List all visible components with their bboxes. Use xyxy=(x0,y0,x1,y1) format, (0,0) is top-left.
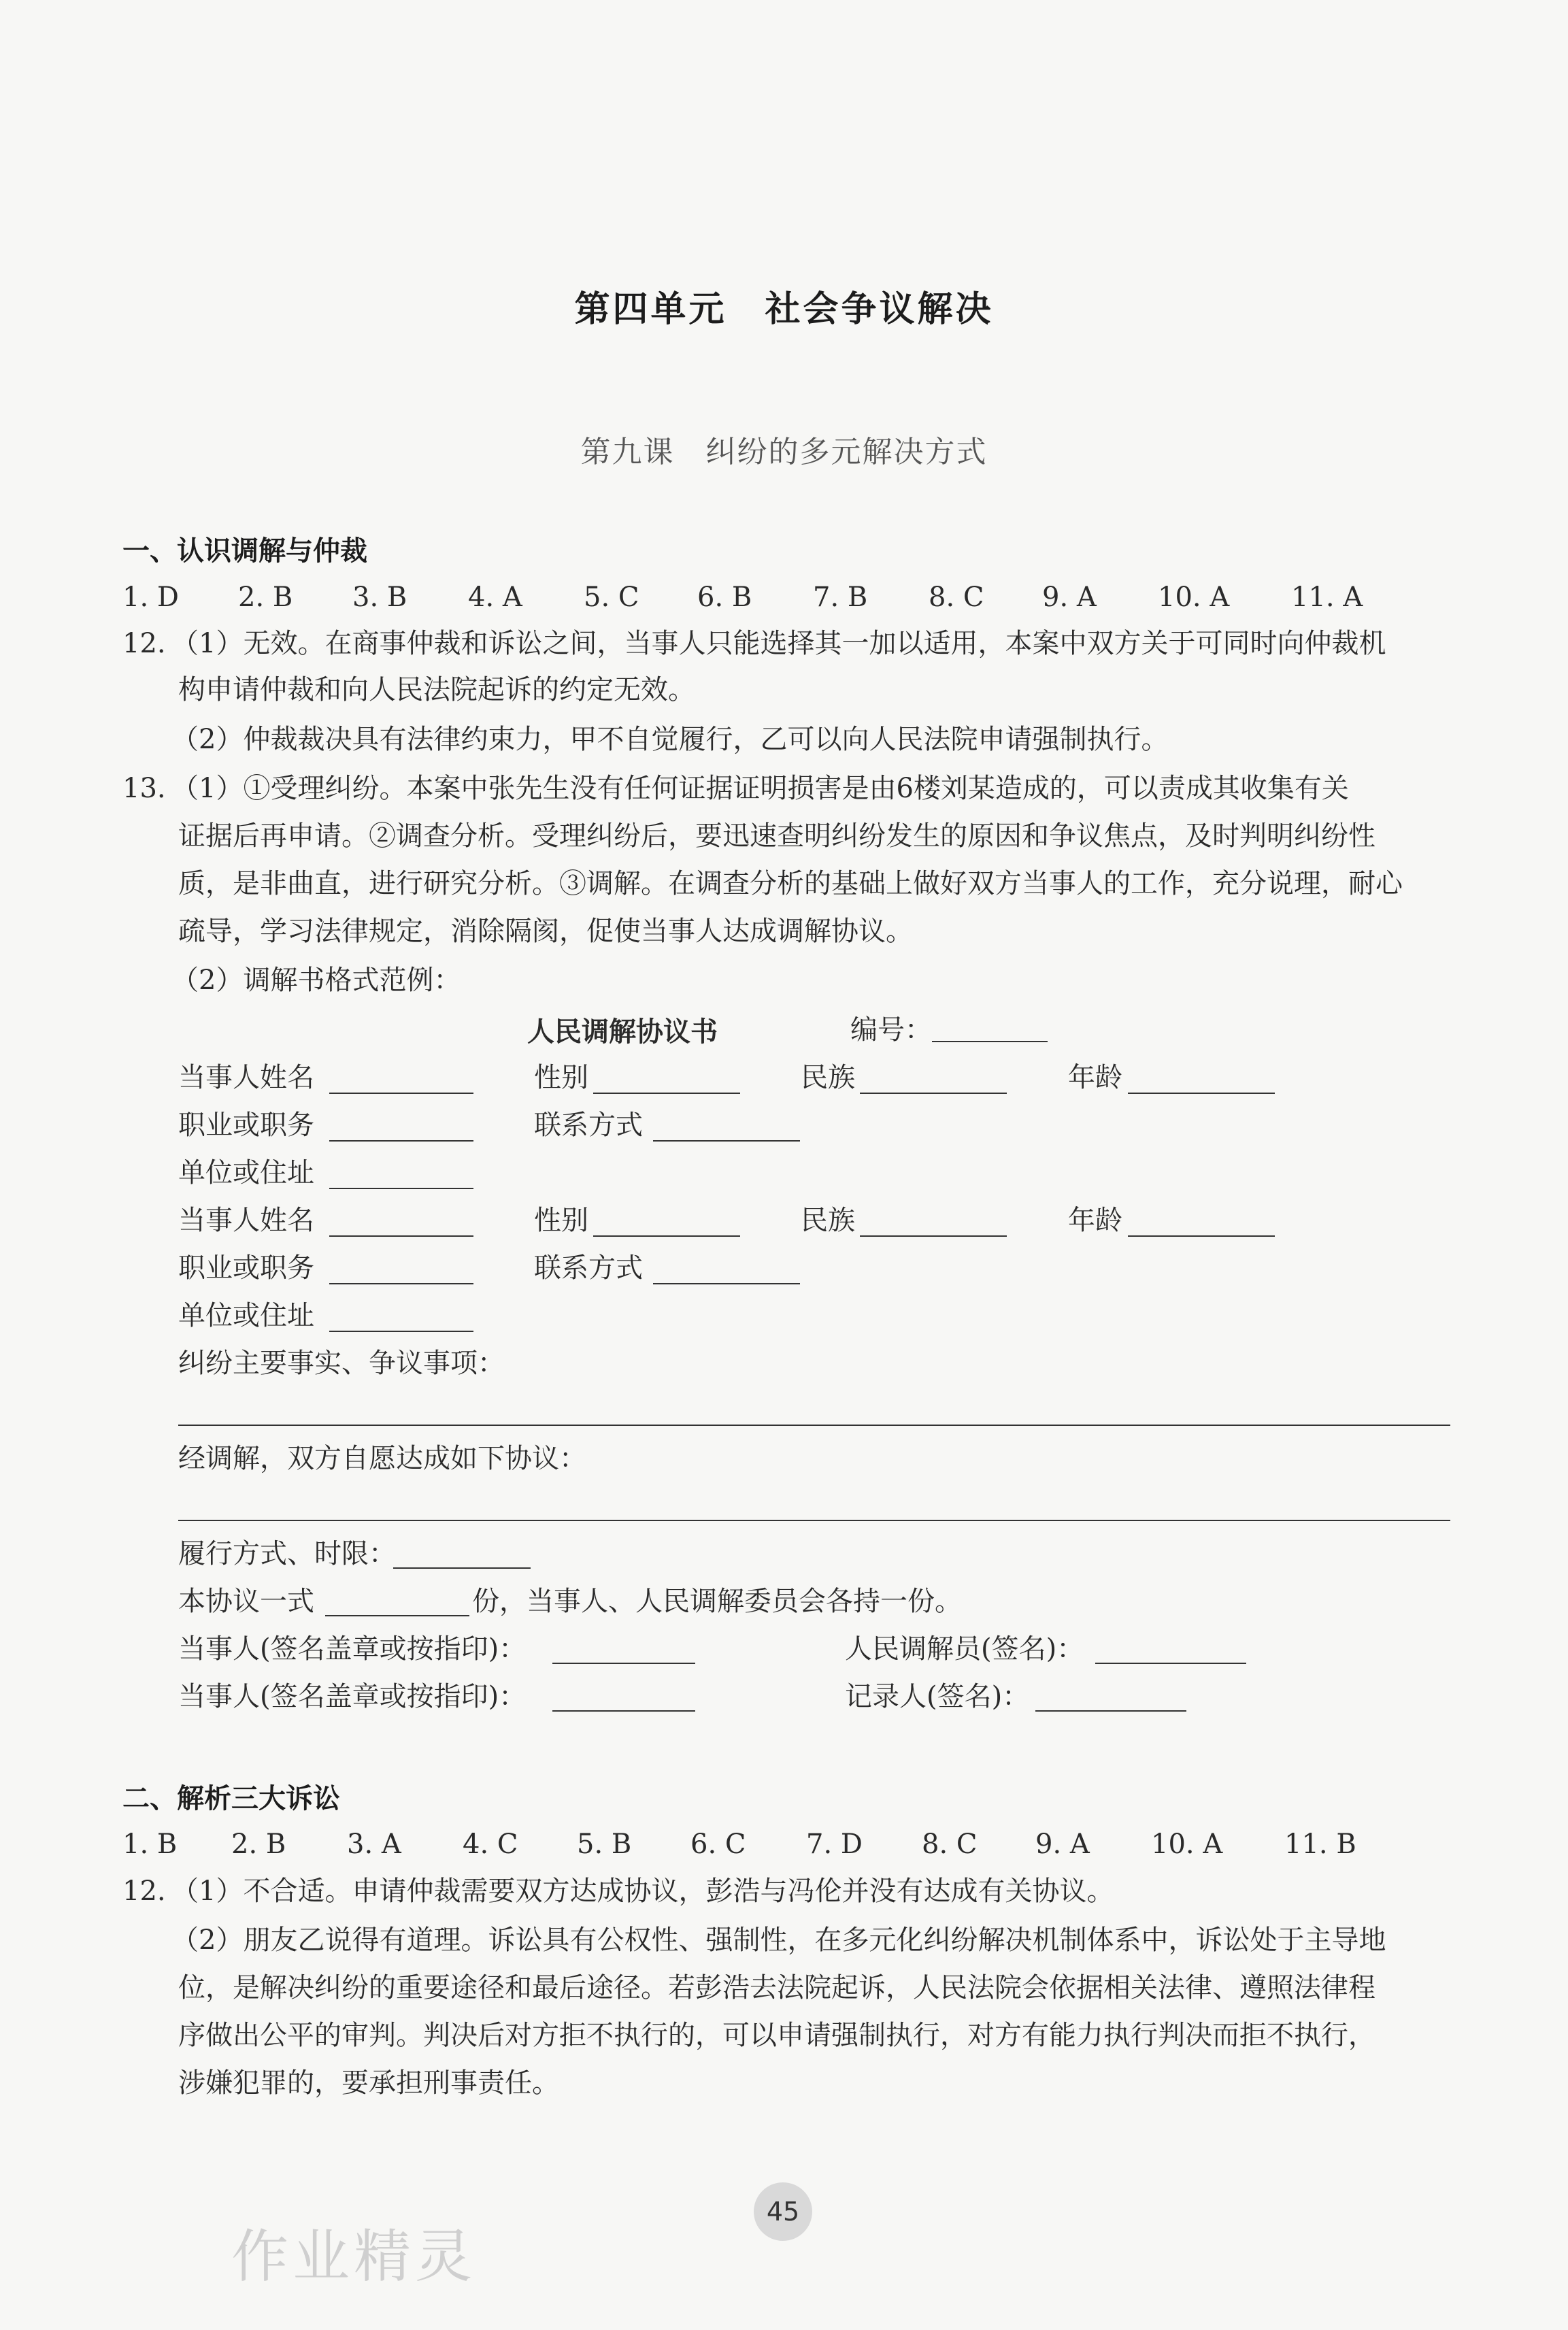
contact-blank xyxy=(653,1140,800,1142)
s2-q12-answer-line: 位，是解决纠纷的重要途径和最后途径。若彭浩去法院起诉，人民法院会依据相关法律、遵照法律程 xyxy=(178,1972,1375,2003)
contact-blank xyxy=(653,1283,800,1284)
copies-blank xyxy=(325,1615,469,1616)
address-label: 单位或住址 xyxy=(178,1157,314,1188)
facts-blank xyxy=(178,1425,1450,1426)
party-sign-blank xyxy=(552,1663,695,1664)
answer-item: 9. A xyxy=(1042,582,1097,613)
q12-answer-line: 构申请仲裁和向人民法院起诉的约定无效。 xyxy=(178,674,695,705)
ethnicity-blank xyxy=(860,1093,1007,1094)
form-number-label: 编号： xyxy=(850,1014,932,1046)
ethnicity-label: 民族 xyxy=(801,1205,855,1236)
answer-item: 3. A xyxy=(347,1829,401,1860)
ethnicity-label: 民族 xyxy=(801,1062,855,1093)
answer-item: 1. B xyxy=(122,1829,178,1860)
party-name-label: 当事人姓名 xyxy=(178,1062,314,1093)
gender-label: 性别 xyxy=(534,1205,588,1236)
party-sign-label: 当事人(签名盖章或按指印)： xyxy=(178,1681,527,1712)
answer-item: 7. D xyxy=(806,1829,863,1860)
answer-item: 11. B xyxy=(1284,1829,1356,1860)
occupation-blank xyxy=(329,1140,473,1142)
answer-item: 10. A xyxy=(1158,582,1230,613)
answer-item: 1. D xyxy=(122,582,179,613)
occupation-label: 职业或职务 xyxy=(178,1252,314,1284)
q13-answer-line: 疏导，学习法律规定，消除隔阂，促使当事人达成调解协议。 xyxy=(178,916,913,947)
answer-item: 10. A xyxy=(1151,1829,1223,1860)
q12-label: 12. xyxy=(122,628,166,659)
age-blank xyxy=(1128,1235,1275,1237)
party-name-blank xyxy=(329,1235,473,1237)
address-blank xyxy=(329,1188,473,1189)
unit-title: 第四单元 社会争议解决 xyxy=(574,289,994,330)
q13-answer-line: 质，是非曲直，进行研究分析。③调解。在调查分析的基础上做好双方当事人的工作，充分说理，耐心 xyxy=(178,868,1403,899)
number-blank xyxy=(932,1041,1048,1042)
party-name-blank xyxy=(329,1093,473,1094)
section2-heading: 二、解析三大诉讼 xyxy=(122,1783,340,1814)
watermark: 作业精灵 xyxy=(231,2223,477,2290)
section1-heading: 一、认识调解与仲裁 xyxy=(122,535,367,567)
recorder-sign-blank xyxy=(1035,1710,1186,1712)
q13-label: 13. xyxy=(122,773,166,804)
party-sign-blank xyxy=(552,1710,695,1712)
answer-item: 4. A xyxy=(468,582,522,613)
s2-q12-answer-line: （2）朋友乙说得有道理。诉讼具有公权性、强制性，在多元化纠纷解决机制体系中，诉讼处于主导地 xyxy=(171,1925,1386,1956)
answer-item: 11. A xyxy=(1291,582,1363,613)
lesson-title: 第九课 纠纷的多元解决方式 xyxy=(580,435,988,469)
age-blank xyxy=(1128,1093,1275,1094)
copies-suffix: 份，当事人、人民调解委员会各持一份。 xyxy=(472,1586,962,1617)
gender-blank xyxy=(593,1235,740,1237)
contact-label: 联系方式 xyxy=(534,1252,643,1284)
q13-answer-line: （1）①受理纠纷。本案中张先生没有任何证据证明损害是由6楼刘某造成的，可以责成其收集有关 xyxy=(171,773,1349,804)
answer-item: 5. B xyxy=(577,1829,632,1860)
answer-item: 9. A xyxy=(1035,1829,1090,1860)
answer-item: 3. B xyxy=(352,582,407,613)
copies-prefix: 本协议一式 xyxy=(178,1586,314,1617)
answer-item: 6. B xyxy=(697,582,752,613)
s2-q12-answer-line: 序做出公平的审判。判决后对方拒不执行的，可以申请强制执行，对方有能力执行判决而拒不执行， xyxy=(178,2020,1375,2051)
answer-item: 6. C xyxy=(690,1829,746,1860)
contact-label: 联系方式 xyxy=(534,1110,643,1141)
ethnicity-blank xyxy=(860,1235,1007,1237)
party-sign-label: 当事人(签名盖章或按指印)： xyxy=(178,1633,527,1665)
address-label: 单位或住址 xyxy=(178,1300,314,1331)
s2-q12-label: 12. xyxy=(122,1876,166,1907)
answer-item: 4. C xyxy=(463,1829,518,1860)
agreement-label: 经调解，双方自愿达成如下协议： xyxy=(178,1443,586,1474)
s2-q12-answer-line: 涉嫌犯罪的，要承担刑事责任。 xyxy=(178,2067,559,2099)
occupation-label: 职业或职务 xyxy=(178,1110,314,1141)
mediator-sign-label: 人民调解员(签名)： xyxy=(845,1633,1084,1665)
age-label: 年龄 xyxy=(1068,1062,1122,1093)
performance-label: 履行方式、时限： xyxy=(178,1538,396,1569)
answer-item: 5. C xyxy=(584,582,639,613)
gender-blank xyxy=(593,1093,740,1094)
q13-form-intro: （2）调解书格式范例： xyxy=(171,965,461,996)
facts-label: 纠纷主要事实、争议事项： xyxy=(178,1348,505,1379)
gender-label: 性别 xyxy=(534,1062,588,1093)
q12-answer-line: （1）无效。在商事仲裁和诉讼之间，当事人只能选择其一加以适用，本案中双方关于可同时向仲裁机 xyxy=(171,628,1386,659)
answer-item: 8. C xyxy=(922,1829,978,1860)
q13-answer-line: 证据后再申请。②调查分析。受理纠纷后，要迅速查明纠纷发生的原因和争议焦点，及时判明纠纷性 xyxy=(178,820,1375,852)
age-label: 年龄 xyxy=(1068,1205,1122,1236)
page-number: 45 xyxy=(754,2182,812,2241)
answer-item: 2. B xyxy=(231,1829,286,1860)
q12-answer-line: （2）仲裁裁决具有法律约束力，甲不自觉履行，乙可以向人民法院申请强制执行。 xyxy=(171,724,1169,755)
agreement-blank xyxy=(178,1520,1450,1521)
address-blank xyxy=(329,1331,473,1332)
answer-item: 2. B xyxy=(238,582,293,613)
mediator-sign-blank xyxy=(1095,1663,1246,1664)
answer-item: 8. C xyxy=(929,582,984,613)
answer-item: 7. B xyxy=(813,582,868,613)
party-name-label: 当事人姓名 xyxy=(178,1205,314,1236)
s2-q12-answer-line: （1）不合适。申请仲裁需要双方达成协议，彭浩与冯伦并没有达成有关协议。 xyxy=(171,1876,1114,1907)
performance-blank xyxy=(393,1567,531,1569)
occupation-blank xyxy=(329,1283,473,1284)
recorder-sign-label: 记录人(签名)： xyxy=(845,1681,1030,1712)
form-title: 人民调解协议书 xyxy=(527,1016,718,1048)
